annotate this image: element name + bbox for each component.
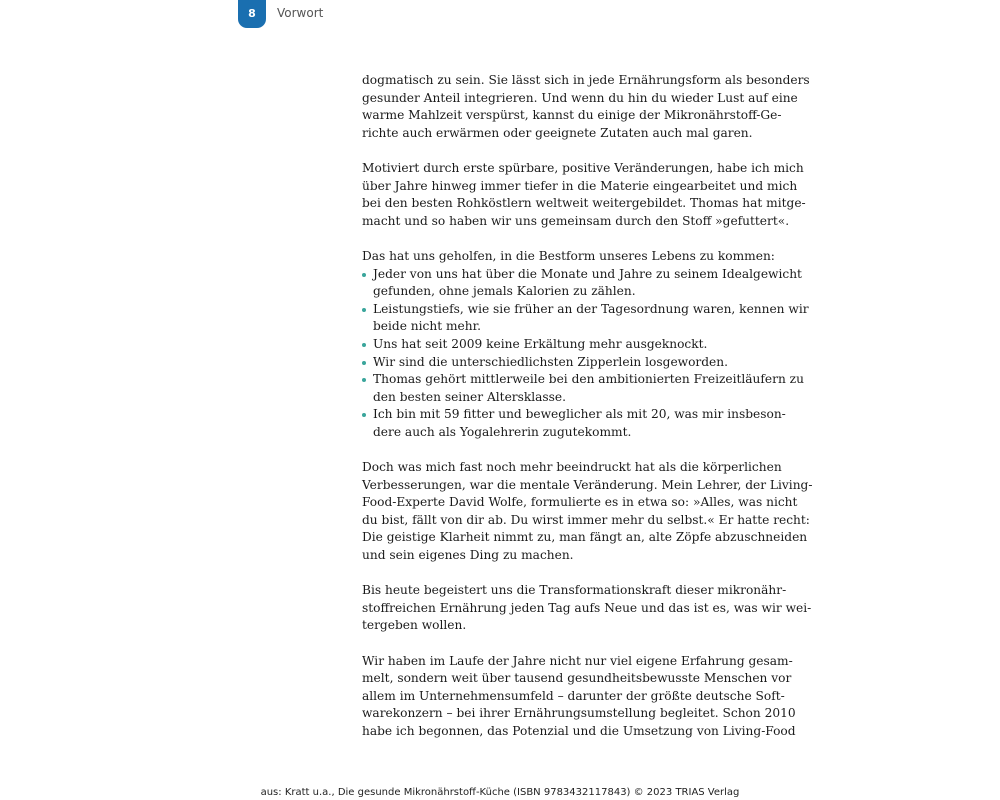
text-line: Food-Experte David Wolfe, formulierte es in etwa so: »Alles, was nicht [362, 495, 798, 510]
text-line: tergeben wollen. [362, 618, 467, 633]
list-item [362, 371, 804, 406]
text-line: Thomas gehört mittlerweile bei den ambitionierten Freizeitläufern zu [373, 372, 804, 387]
text-line: Jeder von uns hat über die Monate und Jahre zu seinem Idealgewicht [373, 266, 802, 281]
page-number: 8 [248, 7, 256, 20]
main-text-column [362, 72, 813, 758]
paragraph [362, 160, 806, 230]
list-intro [362, 248, 775, 266]
text-line: und sein eigenes Ding zu machen. [362, 548, 574, 563]
paragraph [362, 653, 796, 741]
text-line: du bist, fällt von dir ab. Du wirst immer mehr du selbst.« Er hatte recht: [362, 512, 810, 527]
text-line: gefunden, ohne jemals Kalorien zu zählen. [373, 284, 636, 299]
source-citation: aus: Kratt u.a., Die gesunde Mikronährstoff-Küche (ISBN 9783432117843) © 2023 TRIAS Verlag [260, 787, 740, 798]
text-line: warekonzern – bei ihrer Ernährungsumstellung begleitet. Schon 2010 [362, 706, 796, 721]
list-item [362, 354, 762, 372]
text-line: Das hat uns geholfen, in die Bestform unseres Lebens zu kommen: [362, 248, 775, 263]
bullet-icon [362, 343, 366, 347]
bullet-list [362, 266, 809, 442]
text-line: macht und so haben wir uns gemeinsam durch den Stoff »gefuttert«. [362, 213, 790, 228]
text-line: Wir sind die unterschiedlichsten Zipperlein losgeworden. [373, 354, 728, 369]
text-line: richte auch erwärmen oder geeignete Zutaten auch mal garen. [362, 125, 753, 140]
text-line: Ich bin mit 59 fitter und beweglicher als mit 20, was mir insbeson- [373, 407, 786, 422]
text-line: Uns hat seit 2009 keine Erkältung mehr ausgeknockt. [373, 336, 708, 351]
text-line: bei den besten Rohköstlern weltweit weitergebildet. Thomas hat mitge- [362, 196, 806, 211]
text-line: über Jahre hinweg immer tiefer in die Materie eingearbeitet und mich [362, 178, 798, 193]
text-line: dere auch als Yogalehrerin zugutekommt. [373, 424, 632, 439]
list-item [362, 301, 809, 336]
bullet-icon [362, 273, 366, 277]
bullet-icon [362, 308, 366, 312]
list-item [362, 406, 786, 441]
text-line: dogmatisch zu sein. Sie lässt sich in jede Ernährungsform als besonders [362, 73, 810, 87]
list-item [362, 266, 802, 301]
text-line: Motiviert durch erste spürbare, positive Veränderungen, habe ich mich [362, 160, 804, 175]
bullet-icon [362, 361, 366, 365]
text-line: allem im Unternehmensumfeld – darunter der größte deutsche Soft- [362, 688, 785, 703]
text-line: melt, sondern weit über tausend gesundheitsbewusste Menschen vor [362, 671, 792, 686]
text-line: Doch was mich fast noch mehr beeindruckt hat als die körperlichen [362, 460, 782, 475]
text-line: Wir haben im Laufe der Jahre nicht nur viel eigene Erfahrung gesam- [362, 653, 793, 668]
list-item [362, 336, 762, 354]
text-line: gesunder Anteil integrieren. Und wenn du hin du wieder Lust auf eine [362, 90, 798, 105]
page-number-badge [238, 0, 266, 28]
text-line: stoffreichen Ernährung jeden Tag aufs Neue und das ist es, was wir wei- [362, 600, 812, 615]
text-line: den besten seiner Altersklasse. [373, 389, 567, 404]
paragraph [362, 72, 810, 142]
bullet-icon [362, 378, 366, 382]
text-line: Bis heute begeistert uns die Transformationskraft dieser mikronähr- [362, 583, 787, 598]
text-line: Verbesserungen, war die mentale Veränderung. Mein Lehrer, der Living- [362, 477, 813, 492]
text-line: beide nicht mehr. [373, 319, 481, 334]
text-line: habe ich begonnen, das Potenzial und die Umsetzung von Living-Food [362, 723, 796, 738]
running-header-title: Vorwort [277, 6, 324, 20]
text-line: Die geistige Klarheit nimmt zu, man fängt an, alte Zöpfe abzuschneiden [362, 530, 808, 545]
paragraph [362, 582, 812, 635]
bullet-icon [362, 413, 366, 417]
text-line: warme Mahlzeit verspürst, kannst du einige der Mikronährstoff-Ge- [362, 108, 782, 123]
text-line: Leistungstiefs, wie sie früher an der Tagesordnung waren, kennen wir [373, 301, 809, 316]
paragraph [362, 459, 813, 565]
